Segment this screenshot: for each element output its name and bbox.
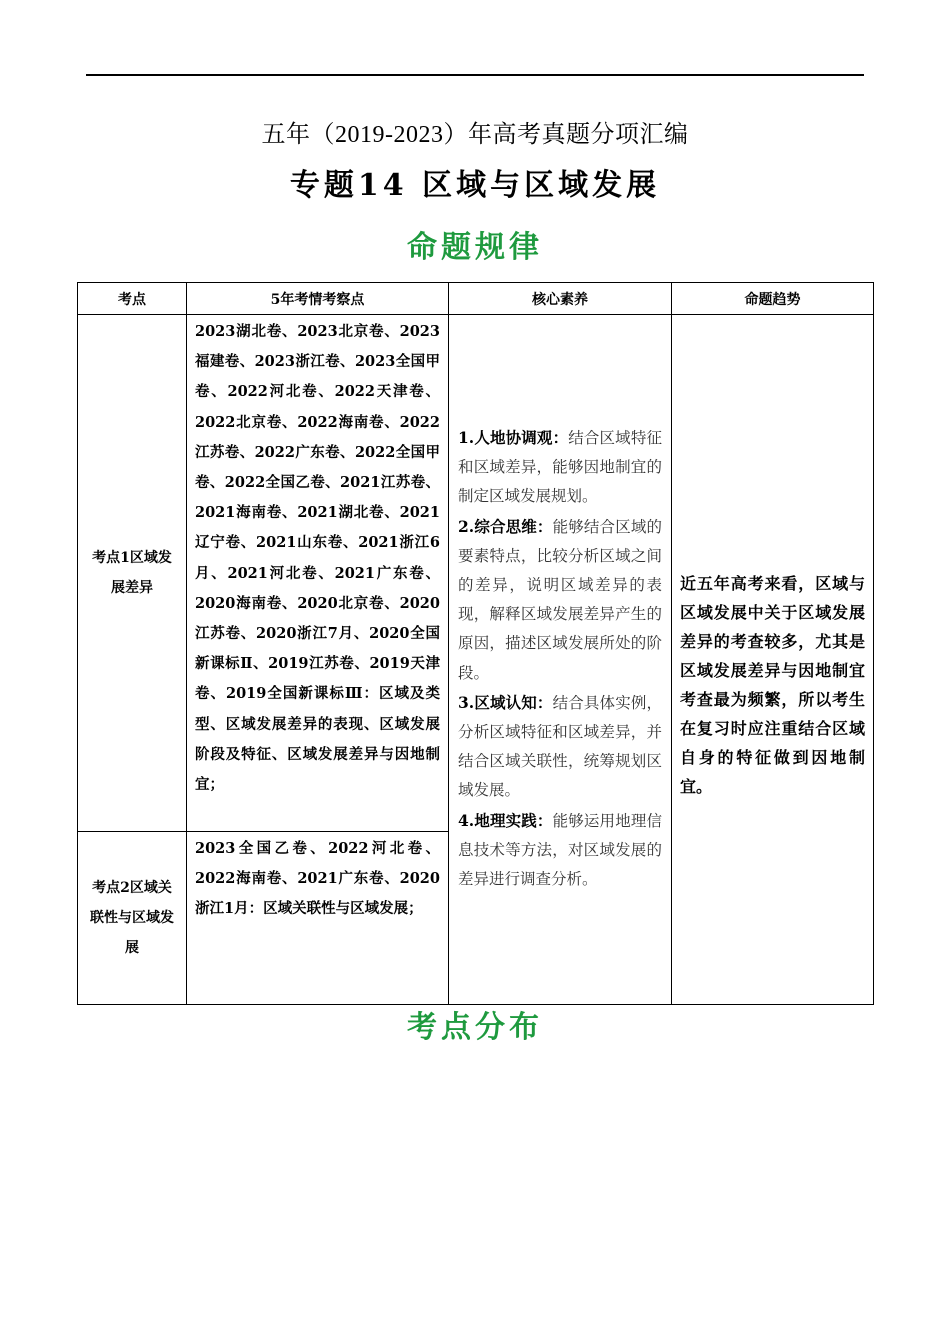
exams-text: 2023湖北卷、2023北京卷、2023福建卷、2023浙江卷、2023全国甲卷、2022河北卷、2022天津卷、2022北京卷、2022海南卷、2022江苏卷、2022广东卷、2022全国甲卷、2022全国乙卷、2021江苏卷、2021海南卷、2021湖北卷、2021辽宁卷、2021山东卷、2021浙江6月、2021河北卷、2021广东卷、2020海南卷、2020北京卷、2020江苏卷、2020浙江7月、2020全国新课标Ⅱ、2019江苏卷、2019天津卷、2019全国新课标Ⅲ：区域及类型、区域发展差异的表现、区域发展阶段及特征、区域发展差异与因地制宜； <box>195 323 440 794</box>
exam-analysis-table <box>77 282 874 1005</box>
trend-cell <box>672 315 874 1005</box>
topic-cell <box>78 832 187 1005</box>
series-title: 五年（2019-2023）年高考真题分项汇编 <box>261 122 689 148</box>
topic-cell <box>78 315 187 832</box>
literacy-item: 2.综合思维：能够结合区域的要素特点，比较分析区域之间的差异，说明区域差异的表现，解释区域发展差异产生的原因，描述区域发展所处的阶段。 <box>458 516 662 682</box>
literacy-list <box>449 315 671 894</box>
section-heading-rules: 命题规律 <box>407 230 543 265</box>
topic-label: 考点2区域关联性与区域发展 <box>90 880 174 956</box>
literacy-item: 4.地理实践：能够运用地理信息技术等方法，对区域发展的差异进行调查分析。 <box>458 810 662 889</box>
topic-label: 考点1区域发展差异 <box>92 550 172 596</box>
topic-title: 专题14 区域与区域发展 <box>289 168 661 203</box>
exams-text: 2023全国乙卷、2022河北卷、2022海南卷、2021广东卷、2020浙江1月：区域关联性与区域发展； <box>195 840 440 918</box>
header-topic: 考点 <box>78 283 187 315</box>
literacy-item: 3.区域认知：结合具体实例，分析区域特征和区域差异，并结合区域关联性，统筹规划区域发展。 <box>458 692 662 800</box>
literacy-item: 1.人地协调观：结合区域特征和区域差异，能够因地制宜的制定区域发展规划。 <box>458 428 662 506</box>
header-rule <box>86 74 864 76</box>
section-heading-distribution: 考点分布 <box>407 1010 543 1045</box>
literacy-cell <box>449 315 672 1005</box>
header-trend: 命题趋势 <box>672 283 874 315</box>
exams-cell <box>187 832 449 1005</box>
header-exams: 5年考情考察点 <box>187 283 449 315</box>
header-literacy: 核心素养 <box>449 283 672 315</box>
table-header-row <box>78 283 874 315</box>
table-row <box>78 315 874 832</box>
exams-cell <box>187 315 449 832</box>
trend-text: 近五年高考来看，区域与区域发展中关于区域发展差异的考查较多，尤其是区域发展差异与因地制宜考查最为频繁，所以考生在复习时应注重结合区域自身的特征做到因地制宜。 <box>680 574 865 796</box>
